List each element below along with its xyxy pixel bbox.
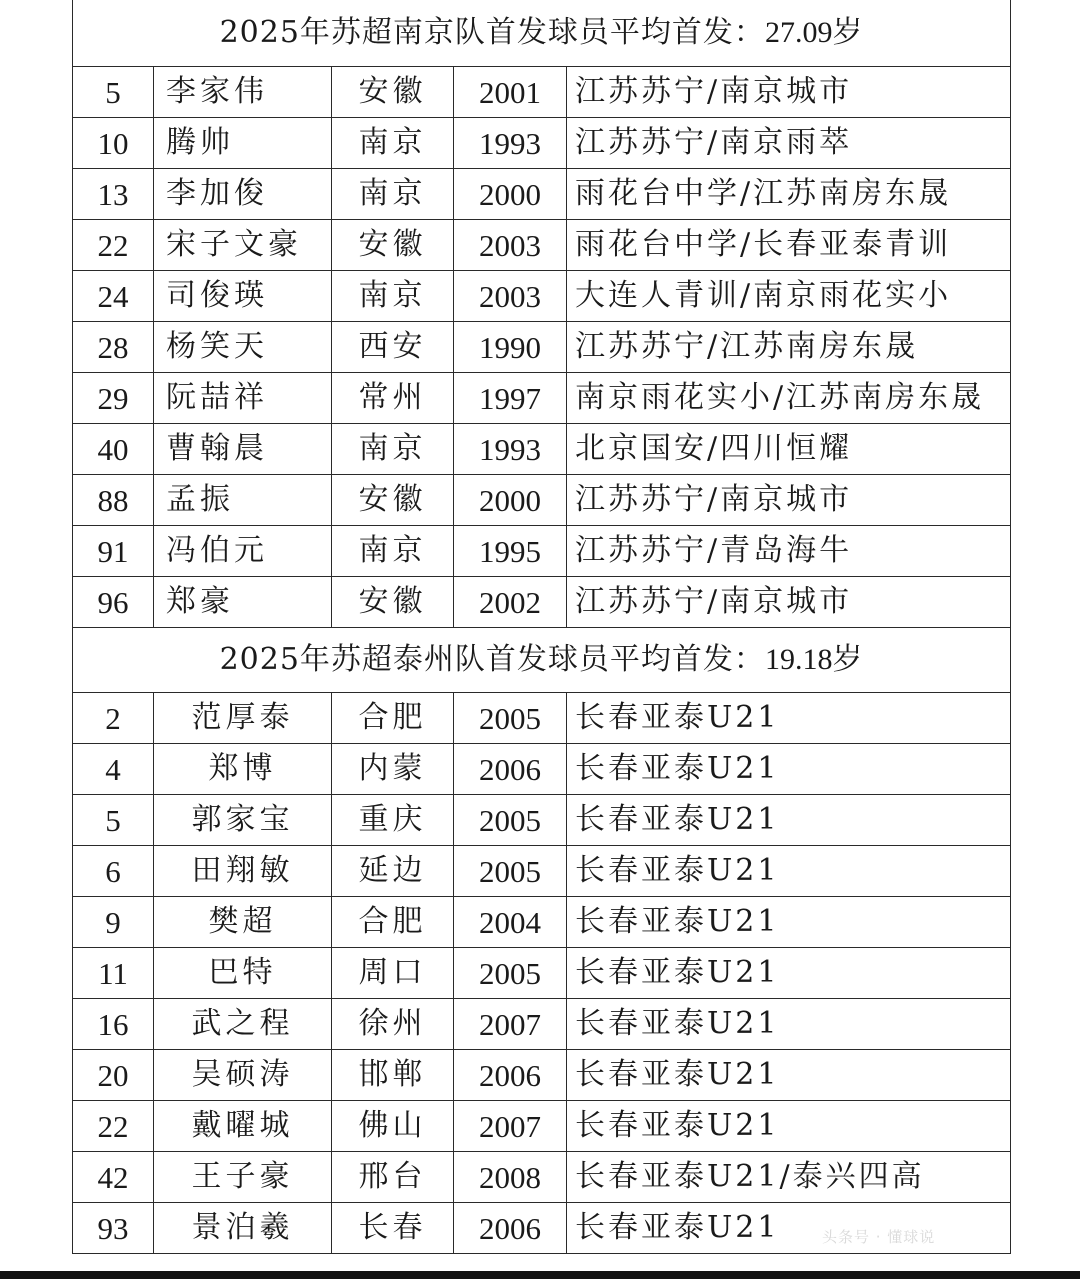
player-hometown: 南京 bbox=[332, 526, 454, 577]
player-number: 11 bbox=[73, 948, 154, 999]
player-number: 9 bbox=[73, 897, 154, 948]
watermark-text: 头条号 · 懂球说 bbox=[822, 1228, 936, 1246]
table-row bbox=[73, 577, 1011, 628]
player-name: 景泊羲 bbox=[154, 1203, 332, 1254]
table-row bbox=[73, 118, 1011, 169]
player-clubs: 南京雨花实小/江苏南房东晟 bbox=[567, 373, 1011, 424]
nanjing-title bbox=[73, 0, 1011, 67]
player-number: 42 bbox=[73, 1152, 154, 1203]
player-birth-year: 2000 bbox=[454, 475, 567, 526]
player-birth-year: 1993 bbox=[454, 424, 567, 475]
player-number: 96 bbox=[73, 577, 154, 628]
player-number: 88 bbox=[73, 475, 154, 526]
player-number: 29 bbox=[73, 373, 154, 424]
player-hometown: 内蒙 bbox=[332, 744, 454, 795]
table-row bbox=[73, 744, 1011, 795]
player-hometown: 合肥 bbox=[332, 693, 454, 744]
player-birth-year: 2005 bbox=[454, 693, 567, 744]
table-row bbox=[73, 322, 1011, 373]
table-row bbox=[73, 846, 1011, 897]
player-clubs: 江苏苏宁/江苏南房东晟 bbox=[567, 322, 1011, 373]
player-name: 腾帅 bbox=[154, 118, 332, 169]
player-clubs: 长春亚泰U21 bbox=[567, 795, 1011, 846]
player-hometown: 西安 bbox=[332, 322, 454, 373]
player-clubs: 长春亚泰U21/泰兴四高 bbox=[567, 1152, 1011, 1203]
player-hometown: 徐州 bbox=[332, 999, 454, 1050]
player-hometown: 安徽 bbox=[332, 67, 454, 118]
table-row bbox=[73, 373, 1011, 424]
player-clubs: 江苏苏宁/南京城市 bbox=[567, 577, 1011, 628]
player-birth-year: 2005 bbox=[454, 846, 567, 897]
player-hometown: 周口 bbox=[332, 948, 454, 999]
player-birth-year: 2005 bbox=[454, 795, 567, 846]
player-hometown: 南京 bbox=[332, 271, 454, 322]
player-hometown: 安徽 bbox=[332, 220, 454, 271]
player-birth-year: 2007 bbox=[454, 1101, 567, 1152]
table-row bbox=[73, 1152, 1011, 1203]
average-age: 27.09 bbox=[764, 16, 833, 49]
player-name: 樊超 bbox=[154, 897, 332, 948]
player-clubs: 江苏苏宁/青岛海牛 bbox=[567, 526, 1011, 577]
table-row bbox=[73, 475, 1011, 526]
player-hometown: 南京 bbox=[332, 169, 454, 220]
player-name: 杨笑天 bbox=[154, 322, 332, 373]
table-row bbox=[73, 67, 1011, 118]
player-number: 20 bbox=[73, 1050, 154, 1101]
player-name: 阮喆祥 bbox=[154, 373, 332, 424]
player-birth-year: 2003 bbox=[454, 220, 567, 271]
player-number: 22 bbox=[73, 1101, 154, 1152]
roster-table bbox=[72, 0, 1011, 1254]
player-birth-year: 1990 bbox=[454, 322, 567, 373]
player-hometown: 延边 bbox=[332, 846, 454, 897]
table-row bbox=[73, 1101, 1011, 1152]
player-name: 田翔敏 bbox=[154, 846, 332, 897]
player-birth-year: 2002 bbox=[454, 577, 567, 628]
player-clubs: 长春亚泰U21 bbox=[567, 846, 1011, 897]
player-number: 10 bbox=[73, 118, 154, 169]
table-row bbox=[73, 1050, 1011, 1101]
player-number: 24 bbox=[73, 271, 154, 322]
player-birth-year: 2006 bbox=[454, 1203, 567, 1254]
player-number: 40 bbox=[73, 424, 154, 475]
player-clubs: 长春亚泰U21 bbox=[567, 948, 1011, 999]
player-birth-year: 2001 bbox=[454, 67, 567, 118]
player-name: 吴硕涛 bbox=[154, 1050, 332, 1101]
player-birth-year: 2005 bbox=[454, 948, 567, 999]
player-hometown: 合肥 bbox=[332, 897, 454, 948]
player-number: 91 bbox=[73, 526, 154, 577]
table-row bbox=[73, 693, 1011, 744]
player-clubs: 长春亚泰U21 bbox=[567, 744, 1011, 795]
player-clubs: 长春亚泰U21 bbox=[567, 1050, 1011, 1101]
player-number: 6 bbox=[73, 846, 154, 897]
player-name: 冯伯元 bbox=[154, 526, 332, 577]
player-clubs: 长春亚泰U21 bbox=[567, 897, 1011, 948]
player-number: 5 bbox=[73, 795, 154, 846]
player-number: 28 bbox=[73, 322, 154, 373]
player-clubs: 江苏苏宁/南京城市 bbox=[567, 475, 1011, 526]
table-row bbox=[73, 526, 1011, 577]
player-birth-year: 1993 bbox=[454, 118, 567, 169]
player-clubs: 北京国安/四川恒耀 bbox=[567, 424, 1011, 475]
player-number: 2 bbox=[73, 693, 154, 744]
player-hometown: 安徽 bbox=[332, 577, 454, 628]
player-name: 郭家宝 bbox=[154, 795, 332, 846]
player-hometown: 佛山 bbox=[332, 1101, 454, 1152]
player-clubs: 雨花台中学/江苏南房东晟 bbox=[567, 169, 1011, 220]
player-number: 22 bbox=[73, 220, 154, 271]
player-clubs: 长春亚泰U21 bbox=[567, 693, 1011, 744]
player-birth-year: 2000 bbox=[454, 169, 567, 220]
player-birth-year: 2006 bbox=[454, 1050, 567, 1101]
player-name: 李家伟 bbox=[154, 67, 332, 118]
player-name: 李加俊 bbox=[154, 169, 332, 220]
player-number: 5 bbox=[73, 67, 154, 118]
player-clubs: 江苏苏宁/南京雨萃 bbox=[567, 118, 1011, 169]
player-name: 范厚泰 bbox=[154, 693, 332, 744]
table-row bbox=[73, 271, 1011, 322]
title-suffix: 岁 bbox=[832, 642, 864, 677]
player-clubs: 雨花台中学/长春亚泰青训 bbox=[567, 220, 1011, 271]
player-number: 13 bbox=[73, 169, 154, 220]
player-name: 孟振 bbox=[154, 475, 332, 526]
table-row bbox=[73, 424, 1011, 475]
nanjing-title-row bbox=[73, 0, 1011, 67]
player-name: 戴曜城 bbox=[154, 1101, 332, 1152]
player-hometown: 常州 bbox=[332, 373, 454, 424]
table-row bbox=[73, 220, 1011, 271]
player-birth-year: 1995 bbox=[454, 526, 567, 577]
table-row bbox=[73, 948, 1011, 999]
player-name: 曹翰晨 bbox=[154, 424, 332, 475]
taizhou-title-row bbox=[73, 628, 1011, 693]
player-clubs: 长春亚泰U21 bbox=[567, 1203, 1011, 1254]
player-number: 16 bbox=[73, 999, 154, 1050]
title-suffix: 岁 bbox=[832, 15, 864, 50]
player-hometown: 南京 bbox=[332, 118, 454, 169]
table-row bbox=[73, 169, 1011, 220]
player-birth-year: 2007 bbox=[454, 999, 567, 1050]
player-birth-year: 1997 bbox=[454, 373, 567, 424]
player-clubs: 长春亚泰U21 bbox=[567, 999, 1011, 1050]
title-prefix: 2025年苏超南京队首发球员平均首发： bbox=[219, 15, 765, 50]
player-hometown: 长春 bbox=[332, 1203, 454, 1254]
player-name: 司俊瑛 bbox=[154, 271, 332, 322]
table-row bbox=[73, 795, 1011, 846]
player-clubs: 江苏苏宁/南京城市 bbox=[567, 67, 1011, 118]
table-row bbox=[73, 999, 1011, 1050]
player-name: 宋子文豪 bbox=[154, 220, 332, 271]
player-name: 郑博 bbox=[154, 744, 332, 795]
average-age: 19.18 bbox=[764, 643, 833, 676]
player-clubs: 大连人青训/南京雨花实小 bbox=[567, 271, 1011, 322]
table-row bbox=[73, 897, 1011, 948]
player-number: 93 bbox=[73, 1203, 154, 1254]
player-birth-year: 2003 bbox=[454, 271, 567, 322]
player-clubs: 长春亚泰U21 bbox=[567, 1101, 1011, 1152]
bottom-bar bbox=[0, 1271, 1080, 1279]
player-hometown: 南京 bbox=[332, 424, 454, 475]
player-hometown: 重庆 bbox=[332, 795, 454, 846]
player-hometown: 邢台 bbox=[332, 1152, 454, 1203]
player-name: 武之程 bbox=[154, 999, 332, 1050]
player-name: 郑豪 bbox=[154, 577, 332, 628]
player-hometown: 安徽 bbox=[332, 475, 454, 526]
roster-table-body bbox=[73, 0, 1011, 1254]
player-birth-year: 2004 bbox=[454, 897, 567, 948]
player-name: 巴特 bbox=[154, 948, 332, 999]
player-hometown: 邯郸 bbox=[332, 1050, 454, 1101]
taizhou-title bbox=[73, 628, 1011, 693]
player-birth-year: 2006 bbox=[454, 744, 567, 795]
title-prefix: 2025年苏超泰州队首发球员平均首发： bbox=[219, 642, 765, 677]
player-name: 王子豪 bbox=[154, 1152, 332, 1203]
player-number: 4 bbox=[73, 744, 154, 795]
player-birth-year: 2008 bbox=[454, 1152, 567, 1203]
